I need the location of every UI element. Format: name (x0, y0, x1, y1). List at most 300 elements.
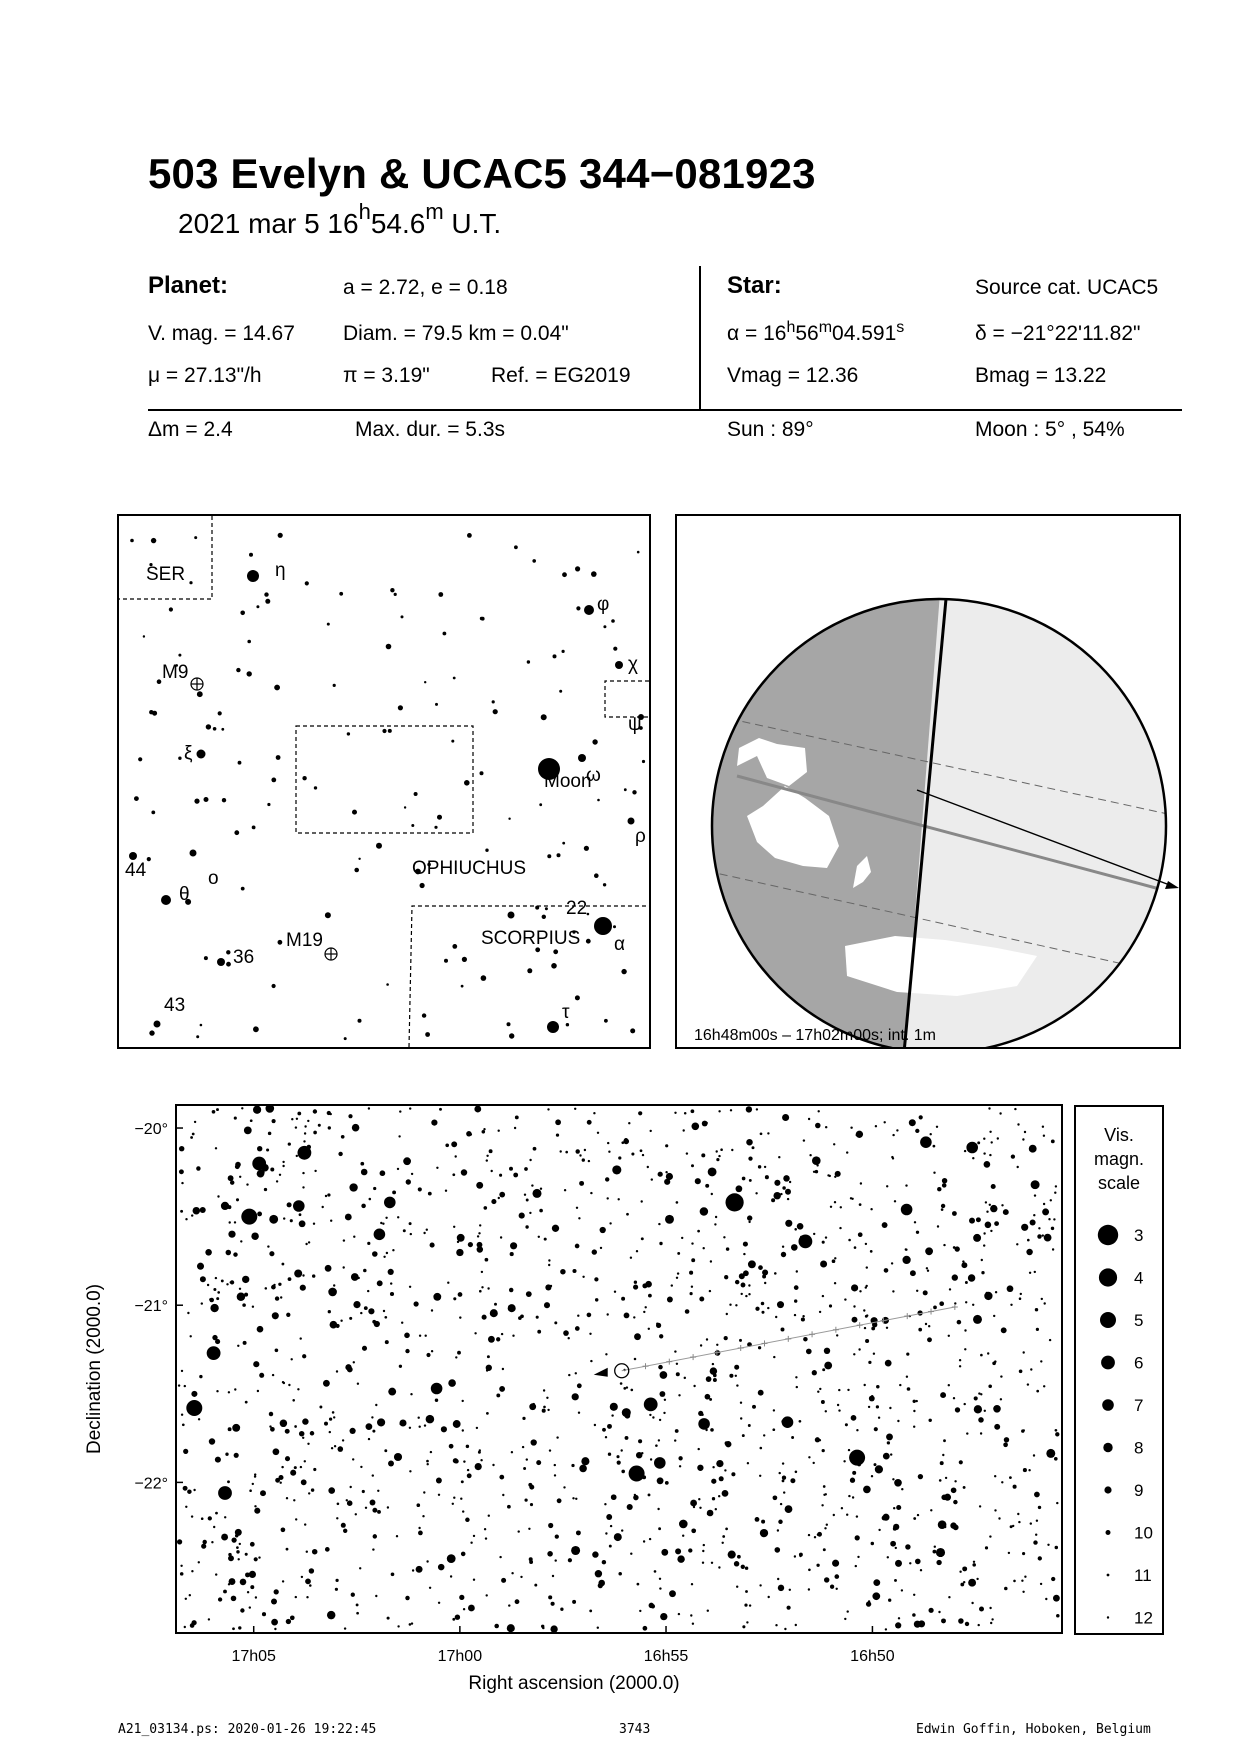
field-star (953, 1525, 959, 1531)
field-star (1016, 1243, 1018, 1245)
x-axis-label: Right ascension (2000.0) (468, 1673, 680, 1694)
field-star (1003, 1442, 1008, 1447)
field-star (864, 1384, 866, 1386)
finder-star (509, 1033, 514, 1038)
field-star (202, 1540, 206, 1544)
field-star (981, 1271, 984, 1274)
field-star (550, 1625, 557, 1632)
field-star (278, 1475, 283, 1480)
field-star (294, 1270, 302, 1278)
finder-star (247, 570, 259, 582)
field-star (964, 1150, 966, 1152)
field-star (524, 1194, 526, 1196)
field-star (453, 1226, 455, 1228)
field-star (968, 1579, 976, 1587)
field-star (281, 1466, 283, 1468)
field-star (216, 1297, 219, 1300)
field-star (843, 1460, 845, 1462)
field-star (773, 1495, 778, 1500)
field-star (702, 1550, 704, 1552)
field-star (746, 1139, 753, 1146)
field-star (465, 1518, 470, 1523)
field-star (1047, 1544, 1049, 1546)
field-star (626, 1213, 629, 1216)
finder-star (247, 640, 251, 644)
finder-star (532, 559, 536, 563)
field-star (239, 1543, 241, 1545)
field-star (703, 1247, 705, 1249)
field-star (367, 1242, 370, 1245)
field-star (372, 1548, 374, 1550)
field-star (983, 1244, 985, 1246)
field-star (579, 1154, 581, 1156)
field-star (791, 1244, 798, 1251)
finder-star (444, 959, 448, 963)
field-star (215, 1512, 218, 1515)
field-star (564, 1189, 566, 1191)
field-star (1042, 1126, 1044, 1128)
field-star (257, 1326, 264, 1333)
field-star (292, 1399, 295, 1402)
field-star (771, 1198, 775, 1202)
field-star (848, 1495, 850, 1497)
field-star (863, 1486, 871, 1494)
finder-star (642, 760, 645, 763)
field-star (385, 1217, 387, 1219)
planet-vmag: V. mag. = 14.67 (148, 322, 295, 345)
field-star (388, 1388, 396, 1396)
field-star (397, 1168, 399, 1170)
finder-star (424, 681, 426, 683)
label-omega: ω (586, 765, 601, 786)
field-star (940, 1461, 944, 1465)
field-star (534, 1584, 537, 1587)
finder-star (197, 750, 206, 759)
field-star (719, 1476, 724, 1481)
field-star (823, 1485, 826, 1488)
field-star (1030, 1368, 1032, 1370)
field-star (651, 1604, 655, 1608)
field-star (217, 1291, 220, 1294)
field-star (489, 1149, 493, 1153)
scale-dot (1103, 1443, 1112, 1452)
field-star (659, 1578, 661, 1580)
field-star (482, 1130, 486, 1134)
field-star (1013, 1580, 1016, 1583)
field-star (699, 1507, 701, 1509)
field-star (991, 1184, 996, 1189)
field-star (546, 1397, 548, 1399)
field-star (490, 1309, 498, 1317)
finder-star (204, 956, 208, 960)
field-star (1053, 1218, 1055, 1220)
field-star (498, 1197, 500, 1199)
field-star (989, 1535, 991, 1537)
field-star (643, 1540, 645, 1542)
field-star (690, 1614, 692, 1616)
finder-star (305, 581, 309, 585)
field-star (830, 1585, 834, 1589)
field-star (587, 1313, 592, 1318)
field-star (643, 1311, 645, 1313)
m19-cluster-icon (325, 948, 337, 960)
field-star (1033, 1214, 1035, 1216)
field-star (876, 1385, 879, 1388)
field-star (494, 1303, 497, 1306)
field-star (1056, 1502, 1058, 1504)
field-star (780, 1503, 782, 1505)
field-star (976, 1217, 981, 1222)
field-star (620, 1382, 623, 1385)
field-star (729, 1374, 733, 1378)
field-star (988, 1107, 990, 1109)
field-star (225, 1453, 228, 1456)
field-star (349, 1183, 357, 1191)
finder-star (247, 671, 252, 676)
finder-star (425, 1032, 430, 1037)
field-star (311, 1488, 314, 1491)
field-star (1049, 1339, 1051, 1341)
field-star (332, 1411, 335, 1414)
field-star (789, 1181, 791, 1183)
field-star (618, 1198, 620, 1200)
label-scorpius: SCORPIUS (481, 928, 581, 949)
field-star (1045, 1598, 1047, 1600)
field-star (994, 1221, 999, 1226)
finder-star (386, 983, 389, 986)
field-star (304, 1132, 306, 1134)
field-star (514, 1127, 516, 1129)
field-star (259, 1373, 264, 1378)
field-star (941, 1618, 946, 1623)
finder-star (339, 592, 343, 596)
finder-star (265, 599, 270, 604)
field-star (548, 1264, 550, 1266)
field-star (430, 1451, 432, 1453)
field-star (531, 1184, 533, 1186)
finder-star (604, 1019, 608, 1023)
field-star (423, 1232, 425, 1234)
field-star (416, 1503, 420, 1507)
globe-canvas (677, 516, 1179, 1047)
field-star (1055, 1432, 1059, 1436)
field-star (887, 1556, 889, 1558)
field-star (452, 1173, 455, 1176)
field-star (955, 1407, 960, 1412)
field-star (377, 1280, 383, 1286)
finder-star (493, 709, 498, 714)
field-star (418, 1531, 423, 1536)
field-star (331, 1447, 333, 1449)
field-star (887, 1441, 890, 1444)
field-star (633, 1285, 638, 1290)
field-star (522, 1417, 525, 1420)
field-star (1038, 1227, 1040, 1229)
field-star (782, 1246, 784, 1248)
field-star (341, 1523, 346, 1528)
field-star (665, 1481, 669, 1485)
field-star (930, 1509, 932, 1511)
field-star (700, 1207, 708, 1215)
field-star (785, 1505, 793, 1513)
field-star (235, 1162, 241, 1168)
sun-elongation: Sun : 89° (727, 418, 814, 441)
field-star (834, 1574, 839, 1579)
field-star (1052, 1248, 1054, 1250)
field-star (650, 1458, 652, 1460)
field-star (547, 1108, 549, 1110)
field-star (342, 1439, 344, 1441)
finder-star (253, 1026, 259, 1032)
field-star (313, 1468, 316, 1471)
field-star (362, 1346, 367, 1351)
field-star (426, 1415, 435, 1424)
scale-dot (1102, 1399, 1114, 1411)
planet-diameter: Diam. = 79.5 km = 0.04" (343, 322, 569, 345)
field-star (509, 1167, 513, 1171)
field-star (477, 1235, 479, 1237)
field-star (606, 1514, 612, 1520)
field-star (185, 1598, 187, 1600)
field-star (891, 1262, 893, 1264)
field-star (953, 1500, 957, 1504)
field-star (359, 1567, 361, 1569)
finder-star (584, 846, 589, 851)
finder-star (189, 581, 192, 584)
field-star (329, 1431, 331, 1433)
field-star (286, 1313, 290, 1317)
field-star (1004, 1587, 1008, 1591)
field-star (790, 1478, 795, 1483)
field-star (405, 1349, 409, 1353)
field-star (240, 1608, 244, 1612)
field-star (275, 1348, 279, 1352)
field-star (575, 1244, 580, 1249)
field-star (538, 1236, 540, 1238)
field-star (739, 1339, 742, 1342)
finder-star (624, 788, 627, 791)
field-star (973, 1561, 975, 1563)
field-star (457, 1234, 465, 1242)
field-star (937, 1187, 941, 1191)
field-star (353, 1236, 355, 1238)
field-star (304, 1125, 306, 1127)
field-star (783, 1175, 790, 1182)
field-star (598, 1580, 605, 1587)
field-star (1051, 1227, 1054, 1230)
planet-reference: Ref. = EG2019 (491, 364, 631, 387)
field-star (822, 1295, 824, 1297)
field-star (265, 1287, 268, 1290)
field-star (822, 1449, 825, 1452)
field-star (980, 1432, 982, 1434)
field-star (710, 1367, 717, 1374)
field-star (343, 1239, 345, 1241)
field-star (602, 1560, 606, 1564)
field-star (830, 1206, 832, 1208)
field-star (243, 1341, 247, 1345)
field-star (650, 1130, 652, 1132)
field-star (576, 1530, 581, 1535)
field-star (482, 1315, 487, 1320)
field-star (302, 1172, 304, 1174)
field-star (307, 1120, 309, 1122)
field-star (325, 1195, 327, 1197)
field-star (813, 1462, 815, 1464)
field-star (392, 1190, 396, 1194)
field-star (868, 1361, 871, 1364)
field-star (989, 1154, 991, 1156)
field-star (323, 1380, 330, 1387)
field-star (890, 1453, 892, 1455)
field-star (772, 1428, 775, 1431)
field-star (529, 1212, 531, 1214)
field-star (406, 1179, 411, 1184)
field-star (768, 1596, 770, 1598)
scale-label: 12 (1134, 1608, 1153, 1628)
field-star (477, 1246, 484, 1253)
field-star (335, 1579, 338, 1582)
field-star (715, 1216, 717, 1218)
finder-star (591, 571, 597, 577)
field-star (313, 1131, 317, 1135)
field-star (313, 1223, 315, 1225)
field-star (438, 1564, 444, 1570)
field-star (735, 1304, 737, 1306)
field-star (487, 1355, 490, 1358)
field-star (500, 1236, 502, 1238)
field-star (647, 1166, 649, 1168)
field-star (621, 1470, 625, 1474)
field-star (508, 1604, 510, 1606)
bright-star (186, 1400, 202, 1416)
field-star (377, 1418, 385, 1426)
scale-dot (1101, 1356, 1115, 1370)
field-star (240, 1240, 242, 1242)
field-star (941, 1204, 945, 1208)
field-star (513, 1173, 518, 1178)
field-star (312, 1549, 318, 1555)
field-star (526, 1291, 532, 1297)
field-star (271, 1599, 277, 1605)
label-alpha: α (614, 934, 625, 955)
bright-star (966, 1142, 978, 1154)
field-star (876, 1405, 879, 1408)
field-star (998, 1517, 1000, 1519)
field-star (702, 1121, 708, 1127)
field-star (286, 1497, 288, 1499)
field-star (718, 1155, 720, 1157)
field-star (462, 1429, 464, 1431)
field-star (548, 1523, 553, 1528)
field-star (616, 1455, 619, 1458)
field-star (873, 1579, 880, 1586)
field-star (299, 1213, 302, 1216)
field-star (870, 1250, 873, 1253)
field-star (241, 1107, 243, 1109)
field-star (201, 1517, 204, 1520)
field-star (450, 1575, 452, 1577)
field-star (275, 1296, 279, 1300)
field-star (913, 1426, 915, 1428)
field-star (983, 1138, 985, 1140)
field-star (943, 1244, 945, 1246)
field-star (294, 1466, 297, 1469)
field-star (688, 1548, 692, 1552)
field-star (594, 1424, 596, 1426)
field-star (735, 1375, 737, 1377)
field-star (989, 1131, 991, 1133)
field-star (466, 1445, 469, 1448)
magnitude-scale (1074, 1105, 1164, 1635)
field-star (199, 1375, 202, 1378)
field-star (526, 1458, 528, 1460)
field-star (676, 1201, 679, 1204)
field-star (1034, 1271, 1036, 1273)
finder-star (613, 925, 616, 928)
field-star (308, 1492, 310, 1494)
field-star (453, 1420, 461, 1428)
field-star (743, 1270, 749, 1276)
finder-star (630, 1028, 635, 1033)
field-star (524, 1167, 528, 1171)
field-star (654, 1570, 657, 1573)
field-star (582, 1158, 585, 1161)
field-star (658, 1223, 660, 1225)
field-star (783, 1491, 785, 1493)
field-star (544, 1238, 547, 1241)
field-star (252, 1306, 254, 1308)
field-star (181, 1414, 183, 1416)
finder-star (386, 644, 392, 650)
field-star (1029, 1145, 1037, 1153)
field-star (232, 1627, 235, 1630)
field-star (280, 1296, 282, 1298)
finder-star (592, 739, 597, 744)
planet-heading: Planet: (148, 272, 229, 299)
finder-star (358, 1019, 362, 1023)
scale-label: 6 (1134, 1353, 1144, 1373)
field-star (187, 1489, 192, 1494)
field-star (401, 1322, 403, 1324)
field-star (577, 1315, 579, 1317)
field-star (575, 1498, 577, 1500)
field-star (813, 1233, 815, 1235)
field-star (369, 1198, 372, 1201)
field-star (878, 1529, 880, 1531)
field-star (1036, 1390, 1039, 1393)
field-star (818, 1534, 820, 1536)
field-star (319, 1406, 322, 1409)
finder-star (422, 1013, 426, 1017)
field-star (360, 1312, 362, 1314)
field-star (614, 1533, 622, 1541)
field-star (838, 1409, 840, 1411)
field-star (866, 1266, 868, 1268)
field-star (1042, 1234, 1044, 1236)
field-star (767, 1132, 769, 1134)
field-star (758, 1265, 763, 1270)
field-star (287, 1202, 292, 1207)
field-star (825, 1126, 827, 1128)
finder-star (190, 850, 197, 857)
field-star (560, 1269, 565, 1274)
field-star (479, 1224, 481, 1226)
scale-label: 9 (1134, 1481, 1144, 1500)
field-star (575, 1372, 577, 1374)
field-star (201, 1544, 206, 1549)
field-star (833, 1514, 835, 1516)
